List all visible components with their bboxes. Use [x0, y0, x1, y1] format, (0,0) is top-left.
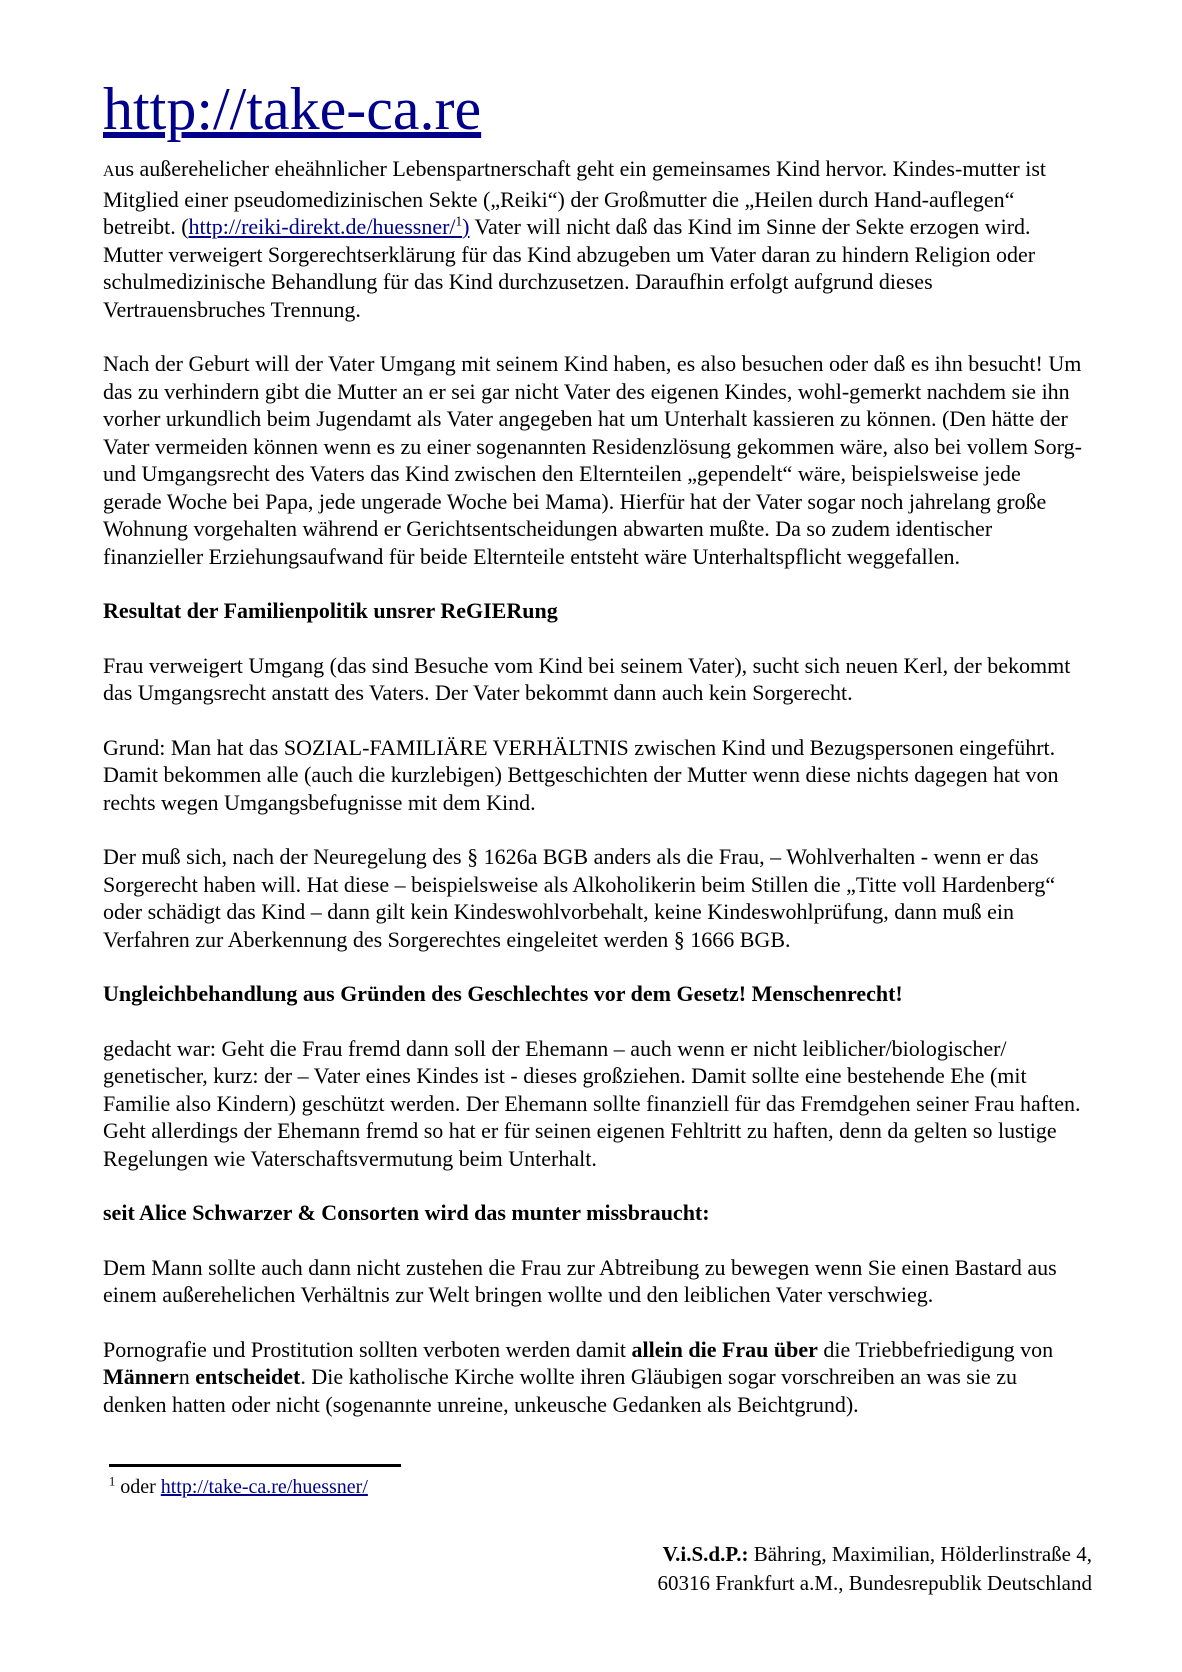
heading-resultat-familienpolitik: Resultat der Familienpolitik unsrer ReGIERung: [103, 598, 558, 623]
text-segment: Pornografie und Prostitution sollten verboten werden damit: [103, 1336, 632, 1362]
bold-text-segment: entscheidet: [195, 1364, 301, 1389]
page-title: [103, 78, 1082, 141]
footnote-block: [103, 1464, 1082, 1500]
imprint-line-2: 60316 Frankfurt a.M., Bundesrepublik Deutschland: [657, 1570, 1092, 1595]
paragraph-grund: Grund: Man hat das SOZIAL-FAMILIÄRE VERHÄLTNIS zwischen Kind und Bezugspersonen eingeführt. Damit bekommen alle (auch die kurzlebigen) Bettgeschichten der Mutter wenn diese nichts dagegen hat von rechts wegen Umgangsbefugnisse mit dem Kind.: [103, 734, 1059, 815]
text-segment: n: [178, 1364, 196, 1389]
link-close-paren: ): [462, 214, 470, 239]
paragraph-intro: [103, 155, 1082, 323]
paragraph-gedacht-war: gedacht war: Geht die Frau fremd dann soll der Ehemann – auch wenn er nicht leiblicher/biologischer/ genetischer, kurz: der – Vater eines Kindes ist - dieses großziehen. Damit sollte eine bestehende Ehe (mit Familie also Kindern) geschützt werden. Der Ehemann sollte finanziell für das Fremdgehen seiner Frau haften. Geht allerdings der Ehemann fremd so hat er für seinen eigenen Fehltritt zu haften, denn da gelten so lustige Regelungen wie Vaterschaftsvermutung beim Unterhalt.: [103, 1035, 1081, 1171]
footnote-reference-1: 1: [455, 213, 463, 229]
bold-text-segment: allein die Frau über: [631, 1336, 818, 1362]
imprint-footer: [657, 1540, 1092, 1597]
heading-alice-schwarzer: seit Alice Schwarzer & Consorten wird das munter missbraucht:: [103, 1200, 710, 1225]
site-title-link[interactable]: http://take-ca.re: [103, 76, 482, 142]
initial-letter: A: [103, 163, 115, 180]
visdp-label: V.i.S.d.P.:: [662, 1542, 749, 1566]
imprint-line-1: [657, 1540, 1092, 1569]
text-segment: die Triebbefriedigung von: [817, 1336, 1054, 1362]
link-text: http://reiki-direkt.de/huessner/: [188, 214, 456, 239]
footnote-1: [109, 1474, 1082, 1500]
footnote-separator-rule: [109, 1464, 401, 1467]
take-care-huessner-link[interactable]: http://take-ca.re/huessner/: [160, 1476, 368, 1498]
paragraph-frau-verweigert: Frau verweigert Umgang (das sind Besuche vom Kind bei seinem Vater), sucht sich neuen Kerl, der bekommt das Umgangsrecht anstatt des Vaters. Der Vater bekommt dann auch kein Sorgerecht.: [103, 652, 1071, 705]
bold-text-segment: Männer: [103, 1364, 179, 1389]
heading-ungleichbehandlung: Ungleichbehandlung aus Gründen des Geschlechtes vor dem Gesetz! Menschenrecht!: [103, 981, 903, 1006]
footnote-prefix: oder: [115, 1476, 161, 1498]
paragraph-pornografie: [103, 1336, 1082, 1419]
reiki-direkt-link[interactable]: [189, 214, 470, 239]
text-segment: Vater will nicht daß das Kind im Sinne der Sekte erzogen wird. Mutter verweigert Sorgerechtserklärung für das Kind abzugeben um Vater daran zu hindern Religion oder schulmedizinische Behandlung für das Kind durchzusetzen. Daraufhin erfolgt aufgrund dieses Vertrauensbruches Trennung.: [103, 214, 1036, 322]
imprint-name-address: Bähring, Maximilian, Hölderlinstraße 4,: [748, 1542, 1092, 1566]
paragraph-dem-mann: Dem Mann sollte auch dann nicht zustehen die Frau zur Abtreibung zu bewegen wenn Sie einen Bastard aus einem außerehelichen Verhältnis zur Welt bringen wollte und den leiblichen Vater verschwieg.: [103, 1254, 1057, 1307]
text-segment: . Die katholische Kirche wollte ihren Gläubigen sogar vorschreiben an was sie zu denken hatten oder nicht (sogenannte unreine, unkeusche Gedanken als Beichtgrund).: [103, 1364, 1017, 1417]
footnote-marker: 1: [109, 1474, 116, 1489]
paragraph-geburt: Nach der Geburt will der Vater Umgang mit seinem Kind haben, es also besuchen oder daß es ihn besucht! Um das zu verhindern gibt die Mutter an er sei gar nicht Vater des eigenen Kindes, wohl-gemerkt nachdem sie ihn vorher urkundlich beim Jugendamt als Vater angegeben hat um Unterhalt kassieren zu können. (Den hätte der Vater vermeiden können wenn es zu einer sogenannten Residenzlösung gekommen wäre, also bei vollem Sorg- und Umgangsrecht des Vaters das Kind zwischen den Elternteilen „gependelt“ wäre, beispielsweise jede gerade Woche bei Papa, jede ungerade Woche bei Mama). Hierfür hat der Vater sogar noch jahrelang große Wohnung vorgehalten während er Gerichtsentscheidungen abwarten mußte. Da so zudem identischer finanzieller Erziehungsaufwand für beide Elternteile entsteht wäre Unterhaltspflicht weggefallen.: [103, 351, 1082, 569]
text-segment: us außerehelicher eheähnlicher Lebenspartnerschaft geht ein gemeinsames Kind hervor. Kindes-mutter ist Mitglied einer pseudomedizinischen Sekte („Reiki“) der Großmutter die „Heilen durch Hand-auflegen“ betreibt. (: [103, 156, 1047, 239]
paragraph-1626a: Der muß sich, nach der Neuregelung des § 1626a BGB anders als die Frau, – Wohlverhalten - wenn er das Sorgerecht haben will. Hat diese – beispielsweise als Alkoholikerin beim Stillen die „Titte voll Hardenberg“ oder schädigt das Kind – dann gilt kein Kindeswohlvorbehalt, keine Kindeswohlprüfung, dann muß ein Verfahren zur Aberkennung des Sorgerechtes eingeleitet werden § 1666 BGB.: [103, 844, 1056, 952]
